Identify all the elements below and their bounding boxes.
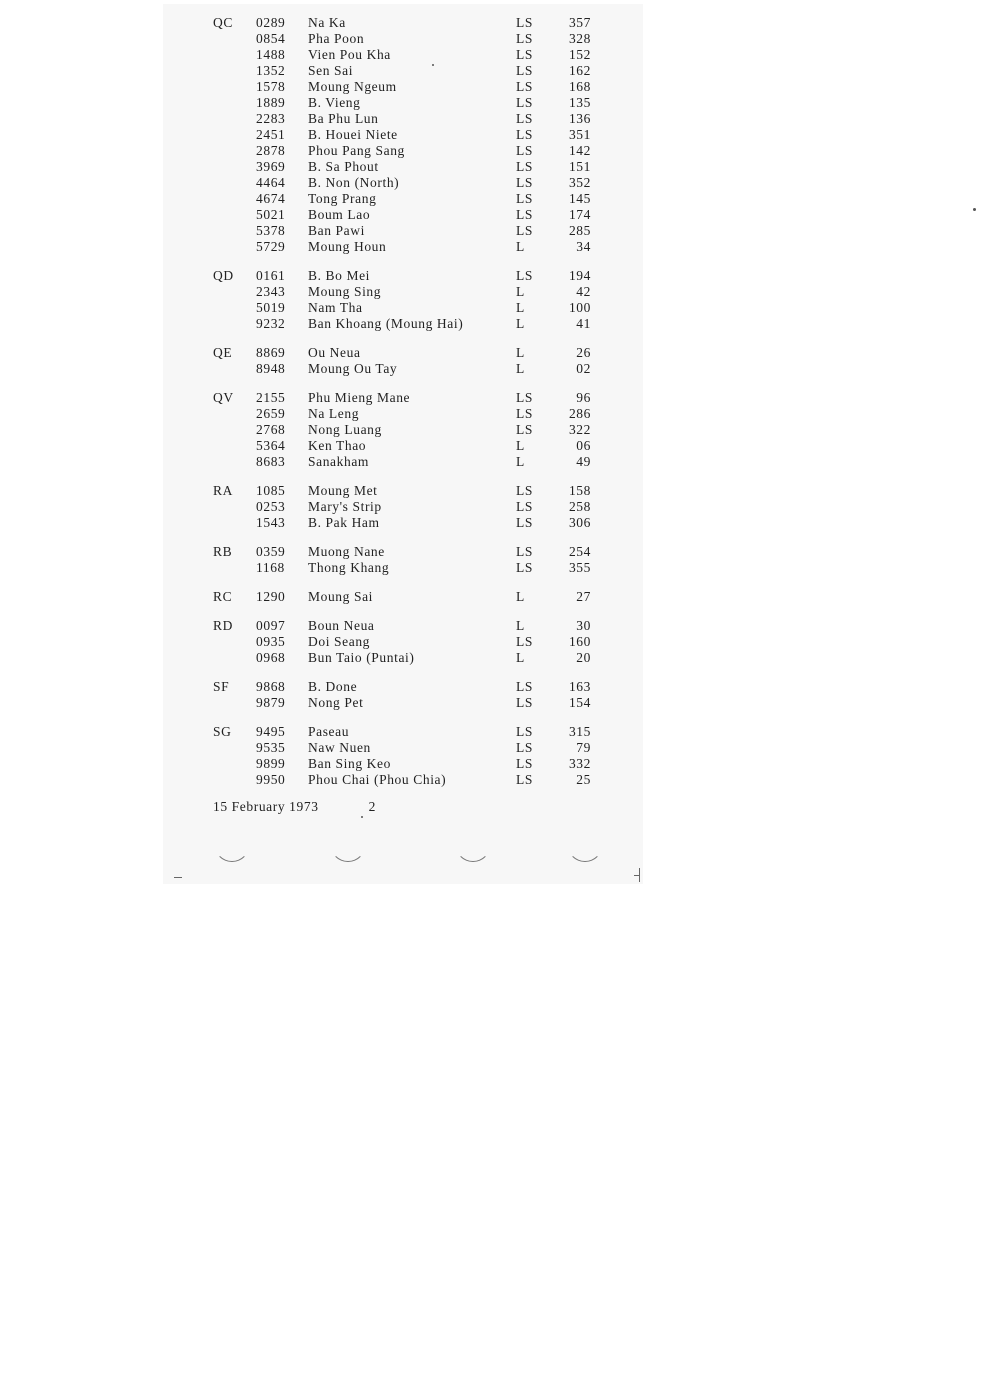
site-name: Ou Neua	[308, 345, 361, 360]
site-value: 136	[568, 111, 591, 126]
grid-code: QE	[213, 345, 233, 360]
grid-group	[213, 15, 613, 255]
site-type: LS	[516, 724, 533, 739]
site-number: 8948	[256, 361, 286, 376]
grid-group	[213, 345, 613, 377]
list-item	[213, 422, 613, 438]
site-name: Phu Mieng Mane	[308, 390, 411, 405]
site-number: 4464	[256, 175, 286, 190]
site-name: Bun Taio (Puntai)	[308, 650, 415, 665]
site-number: 5021	[256, 207, 286, 222]
site-name: Vien Pou Kha	[308, 47, 391, 62]
site-name: Nam Tha	[308, 300, 363, 315]
page-footer	[213, 799, 376, 815]
grid-group	[213, 724, 613, 788]
site-value: 96	[576, 390, 591, 405]
site-number: 3969	[256, 159, 286, 174]
site-value: 151	[568, 159, 591, 174]
site-number: 9899	[256, 756, 286, 771]
scan-speck	[361, 816, 363, 818]
list-item	[213, 740, 613, 756]
site-type: L	[516, 650, 525, 665]
list-item	[213, 316, 613, 332]
site-name: Moung Sing	[308, 284, 382, 299]
site-name: Sen Sai	[308, 63, 354, 78]
site-name: Doi Seang	[308, 634, 371, 649]
list-item	[213, 159, 613, 175]
site-name: Nong Pet	[308, 695, 364, 710]
airfield-list	[213, 15, 613, 801]
site-number: 8683	[256, 454, 286, 469]
site-value: 27	[576, 589, 591, 604]
site-type: LS	[516, 740, 533, 755]
list-item	[213, 300, 613, 316]
scan-speck	[973, 208, 976, 211]
site-type: LS	[516, 515, 533, 530]
site-type: LS	[516, 63, 533, 78]
list-item	[213, 454, 613, 470]
site-number: 9868	[256, 679, 286, 694]
site-number: 9535	[256, 740, 286, 755]
site-name: Moung Met	[308, 483, 378, 498]
site-type: LS	[516, 390, 533, 405]
grid-group	[213, 618, 613, 666]
site-name: Ken Thao	[308, 438, 367, 453]
site-type: LS	[516, 695, 533, 710]
site-name: Ba Phu Lun	[308, 111, 379, 126]
scan-mark	[174, 877, 182, 878]
site-number: 2768	[256, 422, 286, 437]
site-type: LS	[516, 111, 533, 126]
site-value: 322	[568, 422, 591, 437]
list-item	[213, 406, 613, 422]
grid-code: SG	[213, 724, 232, 739]
site-name: B. Bo Mei	[308, 268, 371, 283]
site-type: L	[516, 345, 525, 360]
list-item	[213, 284, 613, 300]
list-item	[213, 515, 613, 531]
site-name: Naw Nuen	[308, 740, 371, 755]
list-item	[213, 483, 613, 499]
site-number: 1352	[256, 63, 286, 78]
grid-code: RA	[213, 483, 233, 498]
list-item	[213, 560, 613, 576]
site-type: LS	[516, 191, 533, 206]
site-number: 9495	[256, 724, 286, 739]
grid-code: QV	[213, 390, 234, 405]
site-type: LS	[516, 79, 533, 94]
site-number: 2343	[256, 284, 286, 299]
site-type: L	[516, 239, 525, 254]
site-number: 0097	[256, 618, 286, 633]
list-item	[213, 756, 613, 772]
site-value: 79	[576, 740, 591, 755]
site-value: 163	[568, 679, 591, 694]
site-type: LS	[516, 560, 533, 575]
site-type: L	[516, 454, 525, 469]
list-item	[213, 191, 613, 207]
site-value: 254	[568, 544, 591, 559]
site-number: 8869	[256, 345, 286, 360]
site-number: 2659	[256, 406, 286, 421]
punch-hole-icon	[455, 826, 491, 862]
site-type: L	[516, 284, 525, 299]
list-item	[213, 618, 613, 634]
grid-code: QD	[213, 268, 234, 283]
site-value: 152	[568, 47, 591, 62]
list-item	[213, 390, 613, 406]
list-item	[213, 31, 613, 47]
site-number: 4674	[256, 191, 286, 206]
site-number: 2451	[256, 127, 286, 142]
site-value: 34	[576, 239, 591, 254]
site-type: L	[516, 589, 525, 604]
list-item	[213, 361, 613, 377]
site-number: 0359	[256, 544, 286, 559]
list-item	[213, 79, 613, 95]
grid-group	[213, 679, 613, 711]
site-name: Na Leng	[308, 406, 360, 421]
site-number: 9879	[256, 695, 286, 710]
site-type: LS	[516, 15, 533, 30]
punch-hole-icon	[214, 826, 250, 862]
list-item	[213, 47, 613, 63]
punch-hole-icon	[567, 826, 603, 862]
site-name: Moung Houn	[308, 239, 387, 254]
grid-code: RC	[213, 589, 233, 604]
scan-speck	[432, 64, 434, 66]
list-item	[213, 268, 613, 284]
site-type: L	[516, 361, 525, 376]
site-value: 41	[576, 316, 591, 331]
grid-group	[213, 268, 613, 332]
site-number: 9950	[256, 772, 286, 787]
site-value: 100	[568, 300, 591, 315]
site-value: 06	[576, 438, 591, 453]
site-name: Ban Sing Keo	[308, 756, 391, 771]
site-number: 2155	[256, 390, 286, 405]
site-number: 0289	[256, 15, 286, 30]
site-number: 1290	[256, 589, 286, 604]
site-type: LS	[516, 634, 533, 649]
site-name: Phou Chai (Phou Chia)	[308, 772, 447, 787]
footer-date: 15 February 1973	[213, 799, 319, 814]
site-type: LS	[516, 95, 533, 110]
site-value: 351	[568, 127, 591, 142]
site-value: 160	[568, 634, 591, 649]
site-number: 0968	[256, 650, 286, 665]
site-name: B. Sa Phout	[308, 159, 379, 174]
site-value: 332	[568, 756, 591, 771]
site-value: 258	[568, 499, 591, 514]
site-number: 1488	[256, 47, 286, 62]
site-value: 142	[568, 143, 591, 158]
grid-code: RD	[213, 618, 233, 633]
grid-group	[213, 544, 613, 576]
site-number: 1168	[256, 560, 285, 575]
list-item	[213, 438, 613, 454]
site-name: B. Vieng	[308, 95, 361, 110]
list-item	[213, 111, 613, 127]
site-number: 5378	[256, 223, 286, 238]
site-number: 5364	[256, 438, 286, 453]
site-value: 286	[568, 406, 591, 421]
site-name: Nong Luang	[308, 422, 382, 437]
site-type: LS	[516, 756, 533, 771]
site-value: 168	[568, 79, 591, 94]
site-number: 1543	[256, 515, 286, 530]
site-number: 0253	[256, 499, 286, 514]
site-type: L	[516, 618, 525, 633]
site-number: 5729	[256, 239, 286, 254]
site-value: 162	[568, 63, 591, 78]
list-item	[213, 175, 613, 191]
site-number: 1085	[256, 483, 286, 498]
site-value: 285	[568, 223, 591, 238]
list-item	[213, 127, 613, 143]
list-item	[213, 345, 613, 361]
list-item	[213, 695, 613, 711]
site-type: LS	[516, 159, 533, 174]
page-number: 2	[368, 799, 376, 814]
site-type: LS	[516, 31, 533, 46]
site-type: LS	[516, 127, 533, 142]
site-number: 1889	[256, 95, 286, 110]
site-type: L	[516, 438, 525, 453]
site-name: Moung Ou Tay	[308, 361, 398, 376]
site-number: 1578	[256, 79, 286, 94]
site-name: Moung Ngeum	[308, 79, 397, 94]
site-name: Thong Khang	[308, 560, 390, 575]
list-item	[213, 589, 613, 605]
list-item	[213, 143, 613, 159]
site-name: Mary's Strip	[308, 499, 382, 514]
punch-hole-icon	[330, 826, 366, 862]
site-value: 355	[568, 560, 591, 575]
site-type: LS	[516, 47, 533, 62]
site-value: 135	[568, 95, 591, 110]
grid-code: RB	[213, 544, 233, 559]
site-value: 352	[568, 175, 591, 190]
site-value: 145	[568, 191, 591, 206]
list-item	[213, 207, 613, 223]
site-name: B. Non (North)	[308, 175, 400, 190]
list-item	[213, 239, 613, 255]
site-name: Moung Sai	[308, 589, 374, 604]
site-name: Boun Neua	[308, 618, 375, 633]
list-item	[213, 544, 613, 560]
grid-code: QC	[213, 15, 233, 30]
site-value: 30	[576, 618, 591, 633]
site-value: 154	[568, 695, 591, 710]
site-type: LS	[516, 223, 533, 238]
site-value: 42	[576, 284, 591, 299]
site-name: Phou Pang Sang	[308, 143, 405, 158]
site-type: LS	[516, 406, 533, 421]
site-type: LS	[516, 175, 533, 190]
list-item	[213, 650, 613, 666]
site-number: 5019	[256, 300, 286, 315]
site-type: L	[516, 316, 525, 331]
site-name: Muong Nane	[308, 544, 385, 559]
site-value: 194	[568, 268, 591, 283]
list-item	[213, 679, 613, 695]
site-name: B. Houei Niete	[308, 127, 398, 142]
list-item	[213, 772, 613, 788]
site-type: LS	[516, 772, 533, 787]
site-name: Pha Poon	[308, 31, 365, 46]
site-number: 9232	[256, 316, 286, 331]
site-name: Tong Prang	[308, 191, 377, 206]
list-item	[213, 499, 613, 515]
site-name: Ban Khoang (Moung Hai)	[308, 316, 464, 331]
site-name: Na Ka	[308, 15, 346, 30]
site-value: 02	[576, 361, 591, 376]
site-name: B. Done	[308, 679, 358, 694]
list-item	[213, 634, 613, 650]
grid-group	[213, 390, 613, 470]
site-value: 20	[576, 650, 591, 665]
list-item	[213, 63, 613, 79]
site-name: Paseau	[308, 724, 350, 739]
grid-code: SF	[213, 679, 230, 694]
site-name: B. Pak Ham	[308, 515, 380, 530]
site-number: 0854	[256, 31, 286, 46]
site-value: 158	[568, 483, 591, 498]
site-type: LS	[516, 544, 533, 559]
site-type: L	[516, 300, 525, 315]
site-name: Sanakham	[308, 454, 370, 469]
site-number: 2878	[256, 143, 286, 158]
site-number: 0161	[256, 268, 286, 283]
site-value: 315	[568, 724, 591, 739]
list-item	[213, 223, 613, 239]
list-item	[213, 724, 613, 740]
site-type: LS	[516, 499, 533, 514]
site-value: 26	[576, 345, 591, 360]
site-type: LS	[516, 207, 533, 222]
site-value: 306	[568, 515, 591, 530]
list-item	[213, 95, 613, 111]
site-type: LS	[516, 143, 533, 158]
scan-mark	[639, 868, 640, 882]
site-number: 0935	[256, 634, 286, 649]
site-type: LS	[516, 422, 533, 437]
grid-group	[213, 589, 613, 605]
site-name: Ban Pawi	[308, 223, 365, 238]
site-number: 2283	[256, 111, 286, 126]
site-value: 357	[568, 15, 591, 30]
site-value: 328	[568, 31, 591, 46]
site-type: LS	[516, 268, 533, 283]
site-name: Boum Lao	[308, 207, 371, 222]
site-value: 174	[568, 207, 591, 222]
list-item	[213, 15, 613, 31]
site-type: LS	[516, 483, 533, 498]
site-value: 49	[576, 454, 591, 469]
grid-group	[213, 483, 613, 531]
site-type: LS	[516, 679, 533, 694]
site-value: 25	[576, 772, 591, 787]
